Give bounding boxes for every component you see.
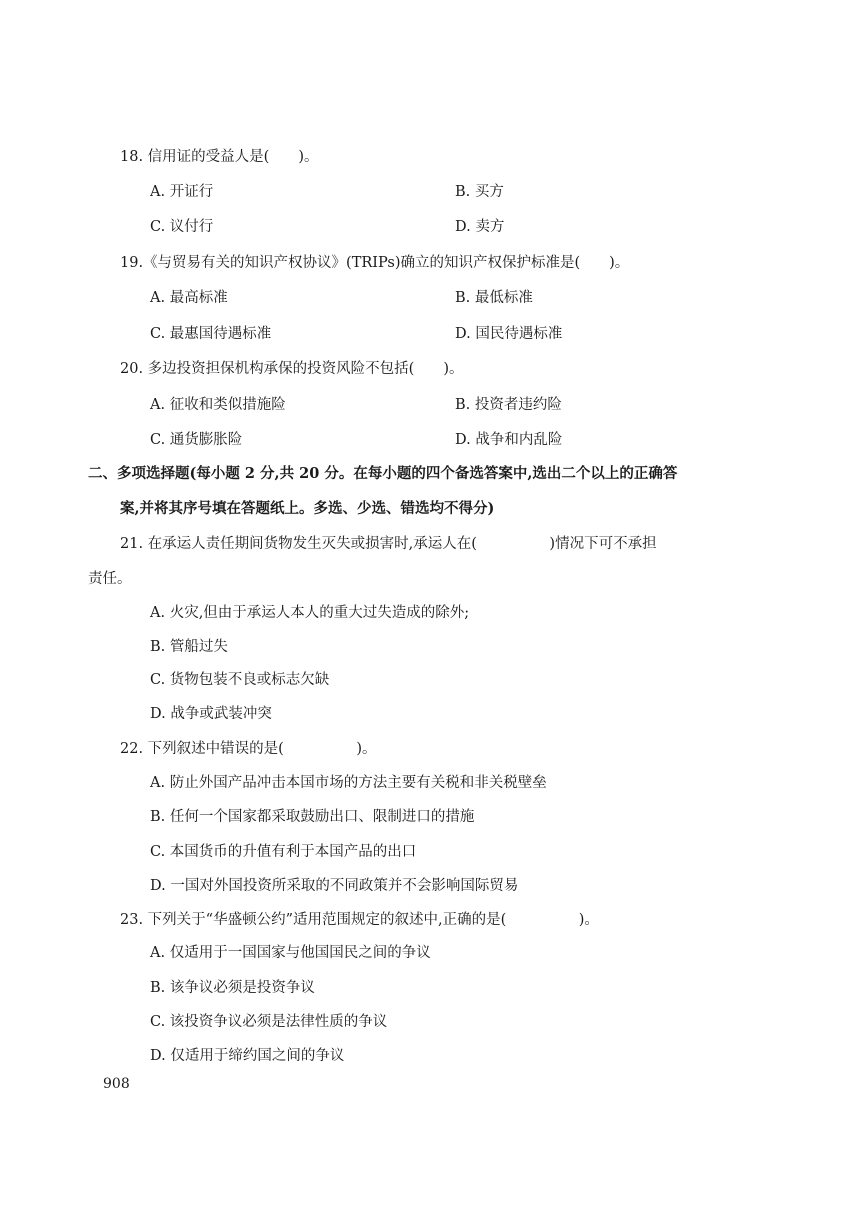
question-21-stem-line-2: 责任。 (88, 571, 132, 587)
question-20-option-a: A. 征收和类似措施险 (150, 397, 286, 413)
question-22-option-b: B. 任何一个国家都采取鼓励出口、限制进口的措施 (150, 809, 475, 825)
section-2-heading-line-2: 案,并将其序号填在答题纸上。多选、少选、错选均不得分) (120, 500, 495, 517)
question-18-option-d: D. 卖方 (455, 219, 505, 235)
section-2-heading-line-1: 二、多项选择题(每小题 2 分,共 20 分。在每小题的四个备选答案中,选出二个以上的正确答 (88, 465, 678, 482)
question-18-option-c: C. 议付行 (150, 219, 214, 235)
question-23-option-c: C. 该投资争议必须是法律性质的争议 (150, 1014, 388, 1030)
question-23-option-d: D. 仅适用于缔约国之间的争议 (150, 1048, 345, 1064)
question-21-option-c: C. 货物包装不良或标志欠缺 (150, 672, 330, 688)
question-19-option-b: B. 最低标准 (455, 290, 533, 306)
question-23-option-b: B. 该争议必须是投资争议 (150, 980, 315, 996)
question-22-option-a: A. 防止外国产品冲击本国市场的方法主要有关税和非关税壁垒 (150, 775, 547, 791)
question-21-option-d: D. 战争或武装冲突 (150, 706, 272, 722)
question-18-option-a: A. 开证行 (150, 184, 214, 200)
question-19-option-c: C. 最惠国待遇标准 (150, 326, 272, 342)
question-21-stem-line-1: 21. 在承运人责任期间货物发生灭失或损害时,承运人在( )情况下可不承担 (120, 536, 657, 552)
question-19-stem: 19.《与贸易有关的知识产权协议》(TRIPs)确立的知识产权保护标准是( )。 (120, 255, 630, 271)
question-23-option-a: A. 仅适用于一国国家与他国国民之间的争议 (150, 945, 431, 961)
page-number: 908 (103, 1076, 130, 1092)
question-18-option-b: B. 买方 (455, 184, 504, 200)
question-20-option-d: D. 战争和内乱险 (455, 432, 563, 448)
question-22-stem: 22. 下列叙述中错误的是( )。 (120, 741, 377, 757)
question-18-stem: 18. 信用证的受益人是( )。 (120, 149, 319, 165)
question-22-option-d: D. 一国对外国投资所采取的不同政策并不会影响国际贸易 (150, 878, 519, 894)
question-21-option-a: A. 火灾,但由于承运人本人的重大过失造成的除外; (150, 605, 470, 621)
question-21-option-b: B. 管船过失 (150, 639, 228, 655)
question-23-stem: 23. 下列关于“华盛顿公约”适用范围规定的叙述中,正确的是( )。 (120, 912, 599, 928)
question-20-stem: 20. 多边投资担保机构承保的投资风险不包括( )。 (120, 361, 464, 377)
question-20-option-c: C. 通货膨胀险 (150, 432, 243, 448)
question-19-option-d: D. 国民待遇标准 (455, 326, 563, 342)
question-20-option-b: B. 投资者违约险 (455, 397, 562, 413)
question-19-option-a: A. 最高标准 (150, 290, 228, 306)
question-22-option-c: C. 本国货币的升值有利于本国产品的出口 (150, 844, 417, 860)
